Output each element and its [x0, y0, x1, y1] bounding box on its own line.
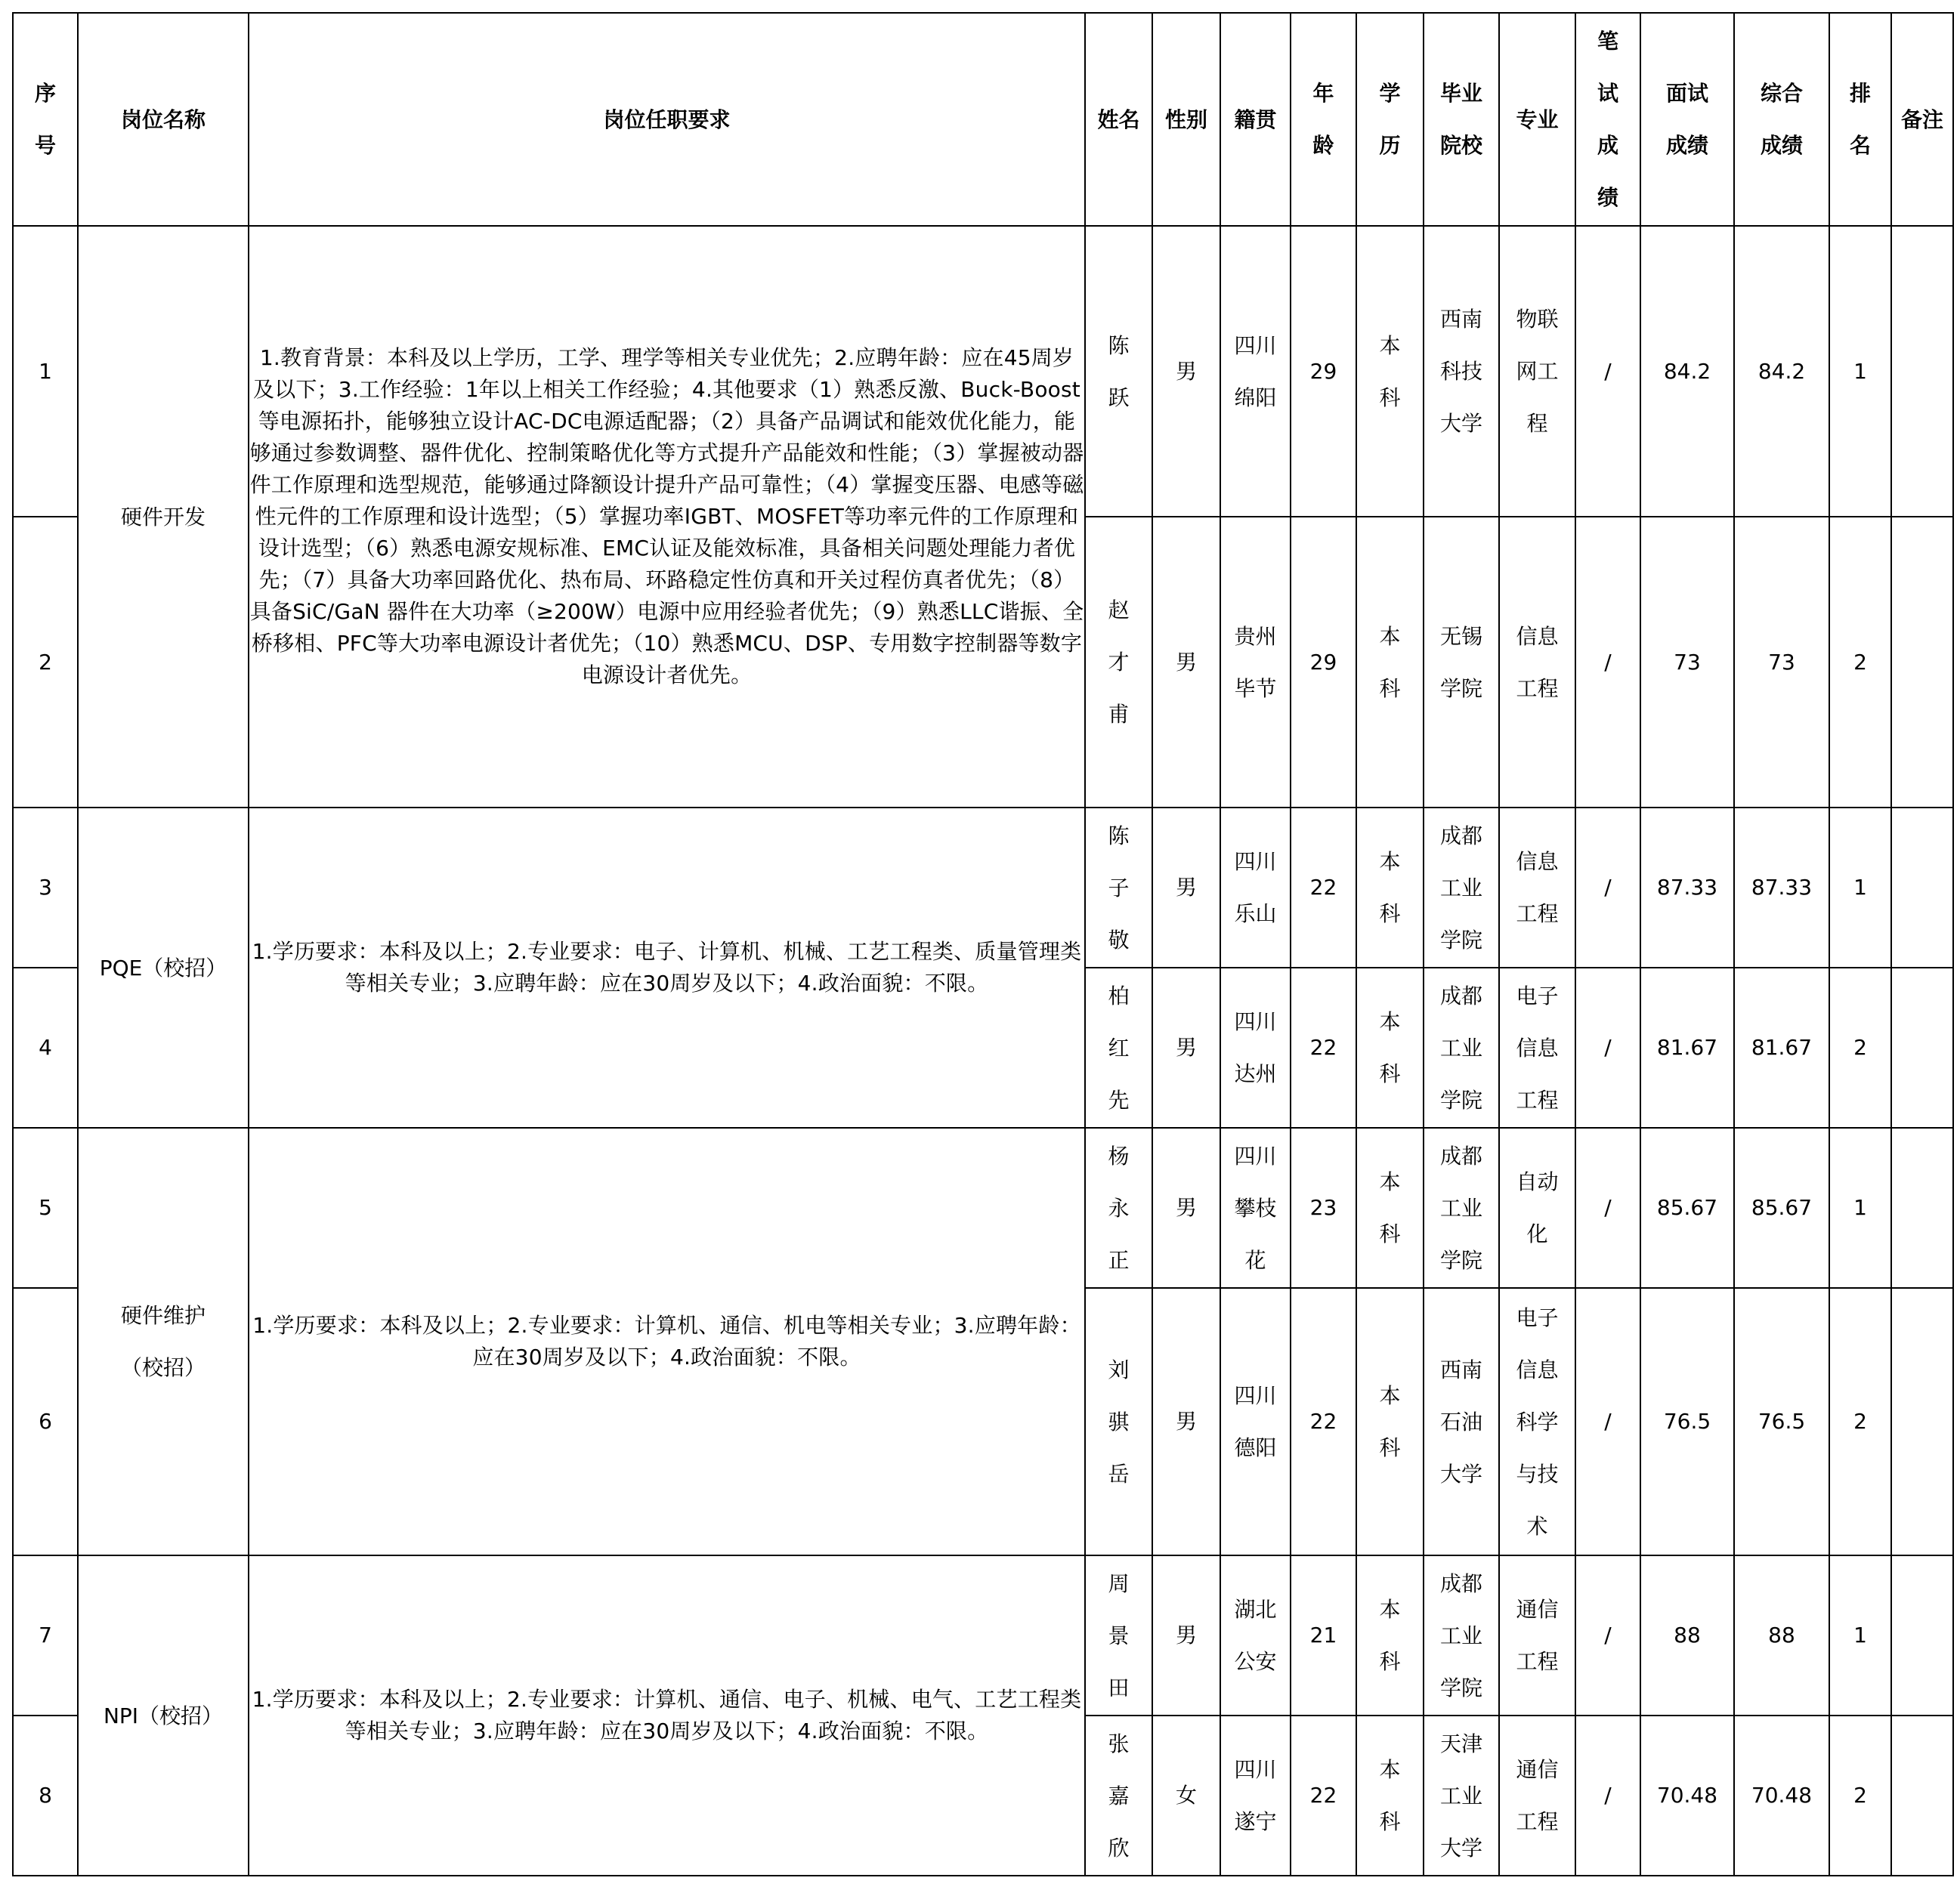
interview-score-cell: 85.67 [1640, 1128, 1734, 1288]
hometown-cell: 四川 达州 [1220, 968, 1291, 1128]
seq-cell: 5 [13, 1128, 78, 1288]
header-hometown: 籍贯 [1220, 13, 1291, 226]
written-score-cell: / [1575, 517, 1640, 808]
interview-score-cell: 73 [1640, 517, 1734, 808]
age-cell: 23 [1291, 1128, 1356, 1288]
interview-score-cell: 84.2 [1640, 226, 1734, 517]
school-cell: 成都 工业 学院 [1424, 1555, 1499, 1716]
position-cell: 硬件维护 （校招） [78, 1128, 249, 1555]
position-cell: PQE（校招） [78, 808, 249, 1128]
education-cell: 本 科 [1356, 517, 1424, 808]
total-score-cell: 87.33 [1734, 808, 1829, 968]
requirements-cell: 1.学历要求：本科及以上；2.专业要求：计算机、通信、机电等相关专业；3.应聘年龄：应在30周岁及以下；4.政治面貌：不限。 [249, 1128, 1085, 1555]
written-score-cell: / [1575, 1555, 1640, 1716]
written-score-cell: / [1575, 226, 1640, 517]
seq-cell: 6 [13, 1288, 78, 1555]
header-total-score: 综合 成绩 [1734, 13, 1829, 226]
seq-cell: 4 [13, 968, 78, 1128]
recruitment-results-table [12, 12, 1954, 1876]
rank-cell: 1 [1829, 1555, 1891, 1716]
major-cell: 通信 工程 [1499, 1555, 1575, 1716]
total-score-cell: 84.2 [1734, 226, 1829, 517]
rank-cell: 2 [1829, 517, 1891, 808]
name-cell: 陈 跃 [1085, 226, 1152, 517]
table-row [13, 1555, 1953, 1716]
education-cell: 本 科 [1356, 1555, 1424, 1716]
remark-cell [1891, 1288, 1953, 1555]
gender-cell: 女 [1152, 1716, 1220, 1876]
table-row [13, 808, 1953, 968]
school-cell: 成都 工业 学院 [1424, 808, 1499, 968]
age-cell: 22 [1291, 1716, 1356, 1876]
total-score-cell: 85.67 [1734, 1128, 1829, 1288]
requirements-cell: 1.教育背景：本科及以上学历，工学、理学等相关专业优先；2.应聘年龄：应在45周岁及以下；3.工作经验：1年以上相关工作经验；4.其他要求（1）熟悉反激、Buck-Boost等电源拓扑，能够独立设计AC-DC电源适配器；（2）具备产品调试和能效优化能力，能够通过参数调整、器件优化、控制策略优化等方式提升产品能效和性能；（3）掌握被动器件工作原理和选型规范，能够通过降额设计提升产品可靠性；（4）掌握变压器、电感等磁性元件的工作原理和设计选型；（5）掌握功率IGBT、MOSFET等功率元件的工作原理和设计选型；（6）熟悉电源安规标准、EMC认证及能效标准，具备相关问题处理能力者优先；（7）具备大功率回路优化、热布局、环路稳定性仿真和开关过程仿真者优先；（8）具备SiC/GaN 器件在大功率（≥200W）电源中应用经验者优先；（9）熟悉LLC谐振、全桥移相、PFC等大功率电源设计者优先；（10）熟悉MCU、DSP、专用数字控制器等数字电源设计者优先。 [249, 226, 1085, 808]
written-score-cell: / [1575, 808, 1640, 968]
written-score-cell: / [1575, 968, 1640, 1128]
gender-cell: 男 [1152, 808, 1220, 968]
header-education: 学 历 [1356, 13, 1424, 226]
hometown-cell: 四川 乐山 [1220, 808, 1291, 968]
education-cell: 本 科 [1356, 808, 1424, 968]
remark-cell [1891, 226, 1953, 517]
position-cell: 硬件开发 [78, 226, 249, 808]
written-score-cell: / [1575, 1716, 1640, 1876]
school-cell: 西南 石油 大学 [1424, 1288, 1499, 1555]
header-row [13, 13, 1953, 226]
header-interview-score: 面试 成绩 [1640, 13, 1734, 226]
rank-cell: 2 [1829, 1716, 1891, 1876]
header-name: 姓名 [1085, 13, 1152, 226]
requirements-cell: 1.学历要求：本科及以上；2.专业要求：计算机、通信、电子、机械、电气、工艺工程类等相关专业；3.应聘年龄：应在30周岁及以下；4.政治面貌：不限。 [249, 1555, 1085, 1876]
age-cell: 22 [1291, 968, 1356, 1128]
interview-score-cell: 81.67 [1640, 968, 1734, 1128]
gender-cell: 男 [1152, 968, 1220, 1128]
written-score-cell: / [1575, 1128, 1640, 1288]
hometown-cell: 贵州 毕节 [1220, 517, 1291, 808]
name-cell: 杨 永 正 [1085, 1128, 1152, 1288]
header-remark: 备注 [1891, 13, 1953, 226]
age-cell: 22 [1291, 808, 1356, 968]
rank-cell: 1 [1829, 1128, 1891, 1288]
major-cell: 电子 信息 科学 与技 术 [1499, 1288, 1575, 1555]
rank-cell: 2 [1829, 1288, 1891, 1555]
hometown-cell: 四川 遂宁 [1220, 1716, 1291, 1876]
written-score-cell: / [1575, 1288, 1640, 1555]
hometown-cell: 湖北 公安 [1220, 1555, 1291, 1716]
age-cell: 29 [1291, 226, 1356, 517]
name-cell: 陈 子 敬 [1085, 808, 1152, 968]
total-score-cell: 81.67 [1734, 968, 1829, 1128]
major-cell: 电子 信息 工程 [1499, 968, 1575, 1128]
major-cell: 物联 网工 程 [1499, 226, 1575, 517]
header-requirements: 岗位任职要求 [249, 13, 1085, 226]
table-row [13, 1128, 1953, 1288]
requirements-cell: 1.学历要求：本科及以上；2.专业要求：电子、计算机、机械、工艺工程类、质量管理类等相关专业；3.应聘年龄：应在30周岁及以下；4.政治面貌：不限。 [249, 808, 1085, 1128]
gender-cell: 男 [1152, 1555, 1220, 1716]
seq-cell: 8 [13, 1716, 78, 1876]
position-cell: NPI（校招） [78, 1555, 249, 1876]
header-major: 专业 [1499, 13, 1575, 226]
major-cell: 通信 工程 [1499, 1716, 1575, 1876]
header-age: 年 龄 [1291, 13, 1356, 226]
interview-score-cell: 70.48 [1640, 1716, 1734, 1876]
age-cell: 29 [1291, 517, 1356, 808]
hometown-cell: 四川 攀枝 花 [1220, 1128, 1291, 1288]
total-score-cell: 76.5 [1734, 1288, 1829, 1555]
header-gender: 性别 [1152, 13, 1220, 226]
remark-cell [1891, 517, 1953, 808]
rank-cell: 2 [1829, 968, 1891, 1128]
header-position: 岗位名称 [78, 13, 249, 226]
name-cell: 张 嘉 欣 [1085, 1716, 1152, 1876]
age-cell: 21 [1291, 1555, 1356, 1716]
major-cell: 信息 工程 [1499, 808, 1575, 968]
header-written-score: 笔 试 成 绩 [1575, 13, 1640, 226]
table-row [13, 226, 1953, 517]
gender-cell: 男 [1152, 517, 1220, 808]
seq-cell: 7 [13, 1555, 78, 1716]
education-cell: 本 科 [1356, 1716, 1424, 1876]
seq-cell: 3 [13, 808, 78, 968]
header-rank: 排 名 [1829, 13, 1891, 226]
header-seq: 序 号 [13, 13, 78, 226]
remark-cell [1891, 1716, 1953, 1876]
remark-cell [1891, 1128, 1953, 1288]
major-cell: 信息 工程 [1499, 517, 1575, 808]
total-score-cell: 73 [1734, 517, 1829, 808]
school-cell: 成都 工业 学院 [1424, 1128, 1499, 1288]
name-cell: 周 景 田 [1085, 1555, 1152, 1716]
remark-cell [1891, 1555, 1953, 1716]
education-cell: 本 科 [1356, 968, 1424, 1128]
interview-score-cell: 88 [1640, 1555, 1734, 1716]
age-cell: 22 [1291, 1288, 1356, 1555]
interview-score-cell: 76.5 [1640, 1288, 1734, 1555]
school-cell: 无锡 学院 [1424, 517, 1499, 808]
name-cell: 柏 红 先 [1085, 968, 1152, 1128]
education-cell: 本 科 [1356, 226, 1424, 517]
interview-score-cell: 87.33 [1640, 808, 1734, 968]
hometown-cell: 四川 德阳 [1220, 1288, 1291, 1555]
name-cell: 赵 才 甫 [1085, 517, 1152, 808]
major-cell: 自动 化 [1499, 1128, 1575, 1288]
gender-cell: 男 [1152, 1288, 1220, 1555]
gender-cell: 男 [1152, 226, 1220, 517]
school-cell: 成都 工业 学院 [1424, 968, 1499, 1128]
remark-cell [1891, 968, 1953, 1128]
education-cell: 本 科 [1356, 1288, 1424, 1555]
remark-cell [1891, 808, 1953, 968]
total-score-cell: 88 [1734, 1555, 1829, 1716]
seq-cell: 1 [13, 226, 78, 517]
hometown-cell: 四川 绵阳 [1220, 226, 1291, 517]
seq-cell: 2 [13, 517, 78, 808]
gender-cell: 男 [1152, 1128, 1220, 1288]
total-score-cell: 70.48 [1734, 1716, 1829, 1876]
name-cell: 刘 骐 岳 [1085, 1288, 1152, 1555]
school-cell: 天津 工业 大学 [1424, 1716, 1499, 1876]
header-school: 毕业 院校 [1424, 13, 1499, 226]
rank-cell: 1 [1829, 226, 1891, 517]
rank-cell: 1 [1829, 808, 1891, 968]
school-cell: 西南 科技 大学 [1424, 226, 1499, 517]
education-cell: 本 科 [1356, 1128, 1424, 1288]
